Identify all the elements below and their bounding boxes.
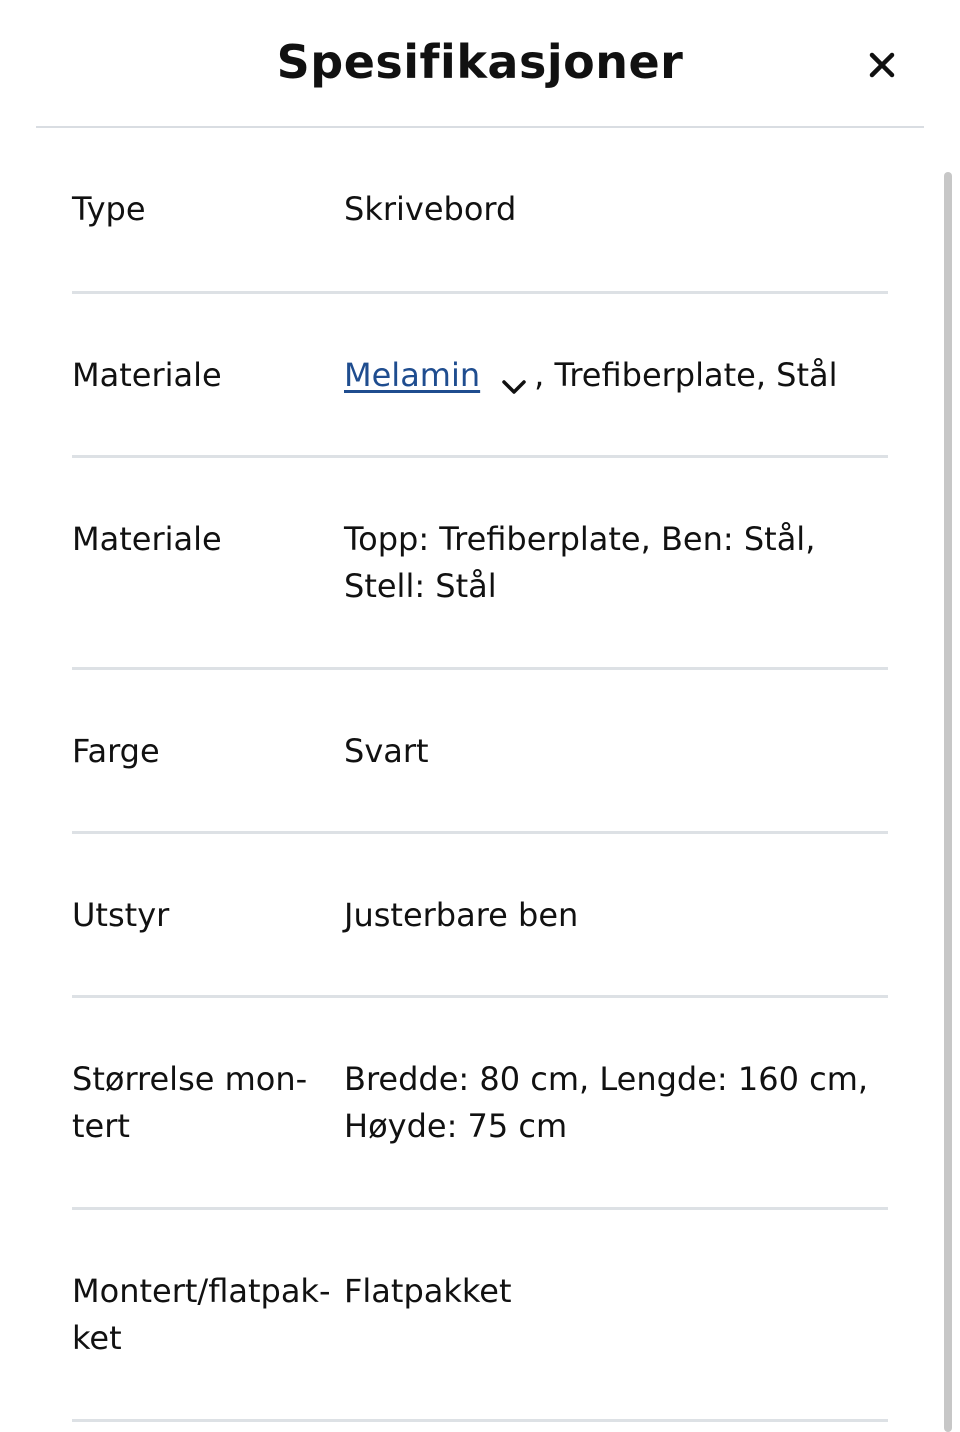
chevron-down-icon: [498, 375, 530, 399]
spec-label: Materiale: [72, 356, 222, 394]
spec-label: Montert/flatpakket: [72, 1272, 331, 1357]
spec-label: Utstyr: [72, 896, 170, 934]
spec-value: Topp: Trefiberplate, Ben: Stål, Stell: Stål: [344, 520, 816, 605]
spec-value: [344, 352, 892, 399]
modal-title: Spesifikasjoner: [276, 35, 684, 89]
spec-value: Flatpakket: [344, 1272, 512, 1310]
material-rest-text: , Trefiberplate, Stål: [534, 356, 838, 394]
spec-value: Skrivebord: [344, 190, 517, 228]
spec-row-farge: [72, 670, 888, 834]
material-expand-button[interactable]: [498, 365, 530, 389]
spec-row-montert: [72, 1210, 888, 1422]
spec-label: Materiale: [72, 520, 222, 558]
spec-row-materiale-detail: [72, 458, 888, 670]
scrollbar[interactable]: [944, 172, 952, 1432]
modal-header: [0, 0, 960, 128]
spec-label: Farge: [72, 732, 160, 770]
spec-row-storrelse: [72, 998, 888, 1210]
close-button[interactable]: [862, 45, 902, 85]
spec-row-type: [72, 128, 888, 294]
spec-value: Bredde: 80 cm, Lengde: 160 cm, Høyde: 75 cm: [344, 1060, 869, 1145]
spec-list: [72, 128, 888, 1422]
spec-value: Justerbare ben: [344, 896, 579, 934]
spec-row-utstyr: [72, 834, 888, 998]
close-icon: [862, 45, 902, 85]
spec-value: Svart: [344, 732, 429, 770]
spec-row-materiale: [72, 294, 888, 458]
spec-label: Størrelse montert: [72, 1060, 308, 1145]
spec-label: Type: [72, 190, 146, 228]
material-link-melamin[interactable]: Melamin: [344, 356, 481, 394]
